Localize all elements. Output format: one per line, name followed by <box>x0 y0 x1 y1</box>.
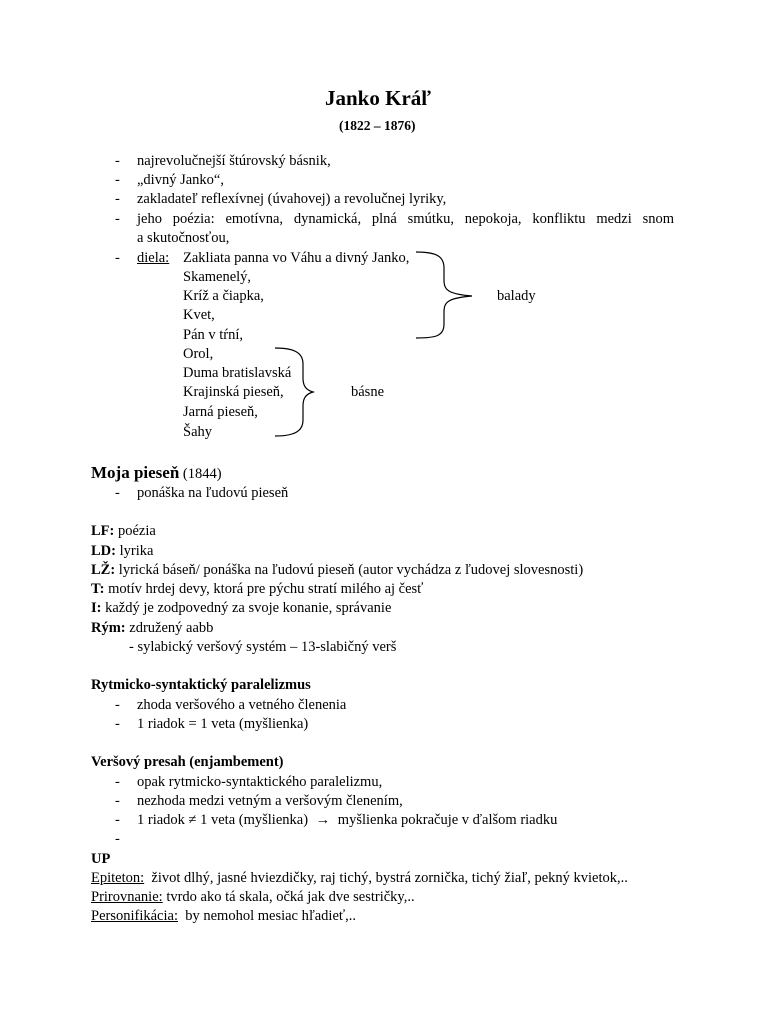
intro-item: najrevolučnejší štúrovský básnik, <box>137 153 331 169</box>
bullet-marker: - <box>115 153 120 169</box>
up-text: život dlhý, jasné hviezdičky, raj tichý, bystrá zornička, tichý žiaľ, pekný kvietok,.. <box>151 870 628 886</box>
analysis-row <box>91 619 213 638</box>
work-title: Šahy <box>183 424 212 440</box>
works-label: diela: <box>137 250 170 266</box>
work-title: Jarná pieseň, <box>183 404 258 420</box>
parallelism-item: zhoda veršového a vetného členenia <box>137 697 347 713</box>
work-title: Duma bratislavská <box>183 365 292 381</box>
analysis-text: lyrika <box>119 543 154 559</box>
bullet-marker: - <box>115 697 120 713</box>
bullet-marker: - <box>115 191 120 207</box>
work-title: Skamenelý, <box>183 269 252 285</box>
enjambement-item: nezhoda medzi vetným a veršovým členením, <box>137 793 403 809</box>
bullet-marker: - <box>115 831 120 847</box>
ballads-brace <box>414 250 474 340</box>
bullet-marker: - <box>115 485 120 501</box>
intro-item: zakladateľ reflexívnej (úvahovej) a revolučnej lyriky, <box>137 191 447 207</box>
ballads-group-label: balady <box>497 288 536 304</box>
work-title: Orol, <box>183 346 214 362</box>
work-title: Zakliata panna vo Váhu a divný Janko, <box>183 250 410 266</box>
analysis-label: T: <box>91 581 105 597</box>
analysis-text: motív hrdej devy, ktorá pre pýchu stratí milého aj česť <box>108 581 424 597</box>
up-row <box>91 888 415 907</box>
analysis-text: združený aabb <box>129 620 214 636</box>
up-label: Prirovnanie: <box>91 889 163 905</box>
analysis-text: poézia <box>117 523 156 539</box>
enjambement-item: opak rytmicko-syntaktického paralelizmu, <box>137 774 383 790</box>
analysis-row <box>91 580 423 599</box>
verse-system-note: - sylabický veršový systém – 13-slabičný verš <box>129 639 397 655</box>
intro-item-continuation: a skutočnosťou, <box>137 230 230 246</box>
poem-heading <box>91 462 222 485</box>
analysis-label: I: <box>91 600 102 616</box>
up-row <box>91 907 356 926</box>
bullet-marker: - <box>115 250 120 266</box>
analysis-label: LŽ: <box>91 562 116 578</box>
enjambement-continuation: myšlienka pokračuje v ďalšom riadku <box>337 812 558 828</box>
bullet-marker: - <box>115 716 120 732</box>
poem-year: (1844) <box>182 466 222 482</box>
intro-item: jeho poézia: emotívna, dynamická, plná smútku, nepokoja, konfliktu medzi snom <box>137 211 674 227</box>
analysis-row <box>91 522 156 541</box>
bullet-marker: - <box>115 812 120 828</box>
analysis-row <box>91 599 391 618</box>
poem-note: ponáška na ľudovú pieseň <box>137 485 289 501</box>
poem-title: Moja pieseň <box>91 463 180 482</box>
intro-item: „divný Janko“, <box>137 172 224 188</box>
bullet-marker: - <box>115 774 120 790</box>
up-label: Personifikácia: <box>91 908 178 924</box>
up-label: Epiteton: <box>91 870 145 886</box>
analysis-row <box>91 561 583 580</box>
work-title: Pán v tŕní, <box>183 327 244 343</box>
bullet-marker: - <box>115 172 120 188</box>
up-heading: UP <box>91 851 111 867</box>
parallelism-item: 1 riadok = 1 veta (myšlienka) <box>137 716 309 732</box>
bullet-marker: - <box>115 211 120 227</box>
author-years: (1822 – 1876) <box>339 118 416 133</box>
analysis-label: LD: <box>91 543 116 559</box>
work-title: Kríž a čiapka, <box>183 288 264 304</box>
analysis-text: lyrická báseň/ ponáška na ľudovú pieseň (autor vychádza z ľudovej slovesnosti) <box>118 562 584 578</box>
analysis-label: LF: <box>91 523 115 539</box>
page-title: Janko Kráľ <box>325 86 432 110</box>
enjambement-inequality: 1 riadok ≠ 1 veta (myšlienka) <box>137 812 309 828</box>
analysis-label: Rým: <box>91 620 126 636</box>
work-title: Kvet, <box>183 307 215 323</box>
work-title: Krajinská pieseň, <box>183 384 284 400</box>
enjambement-heading: Veršový presah (enjambement) <box>91 754 284 770</box>
parallelism-heading: Rytmicko-syntaktický paralelizmus <box>91 677 311 693</box>
analysis-row <box>91 542 153 561</box>
poems-group-label: básne <box>351 384 385 400</box>
up-text: tvrdo ako tá skala, očká jak dve sestričky,.. <box>166 889 415 905</box>
up-row <box>91 869 628 888</box>
poems-brace <box>273 346 315 438</box>
enjambement-item <box>137 811 557 830</box>
up-text: by nemohol mesiac hľadieť,.. <box>185 908 356 924</box>
analysis-text: každý je zodpovedný za svoje konanie, správanie <box>105 600 392 616</box>
arrow-right-icon: → <box>315 812 331 828</box>
bullet-marker: - <box>115 793 120 809</box>
